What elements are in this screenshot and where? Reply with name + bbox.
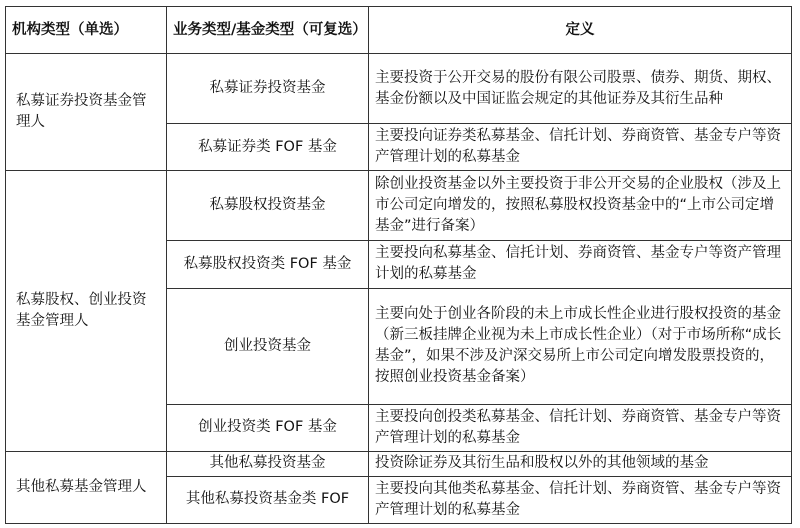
fund-type-cell: 其他私募投资基金 <box>167 451 369 476</box>
institution-cell: 其他私募基金管理人 <box>6 451 167 523</box>
fund-type-cell: 私募证券类 FOF 基金 <box>167 124 369 171</box>
table-row <box>6 54 792 124</box>
definition-cell: 主要向处于创业各阶段的未上市成长性企业进行股权投资的基金（新三板挂牌企业视为未上市成长性企业）（对于市场所称“成长基金”，如果不涉及沪深交易所上市公司定向增发股票投资的，按照创业投资基金备案） <box>369 288 792 404</box>
fund-type-cell: 创业投资类 FOF 基金 <box>167 404 369 451</box>
table-row <box>6 171 792 241</box>
institution-cell: 私募股权、创业投资基金管理人 <box>6 171 167 452</box>
fund-type-cell: 私募证券投资基金 <box>167 54 369 124</box>
definition-cell: 主要投向其他类私募基金、信托计划、券商资管、基金专户等资产管理计划的私募基金 <box>369 476 792 523</box>
header-row <box>6 7 792 54</box>
definition-cell: 除创业投资基金以外主要投资于非公开交易的企业股权（涉及上市公司定向增发的，按照私募股权投资基金中的“上市公司定增基金”进行备案） <box>369 171 792 241</box>
definition-cell: 主要投向证券类私募基金、信托计划、券商资管、基金专户等资产管理计划的私募基金 <box>369 124 792 171</box>
definition-cell: 投资除证券及其衍生品和股权以外的其他领域的基金 <box>369 451 792 476</box>
definition-cell: 主要投资于公开交易的股份有限公司股票、债券、期货、期权、基金份额以及中国证监会规定的其他证券及其衍生品种 <box>369 54 792 124</box>
fund-type-cell: 创业投资基金 <box>167 288 369 404</box>
institution-cell: 私募证券投资基金管理人 <box>6 54 167 171</box>
header-definition: 定义 <box>369 7 792 54</box>
definition-cell: 主要投向私募基金、信托计划、券商资管、基金专户等资产管理计划的私募基金 <box>369 241 792 288</box>
header-institution-type: 机构类型（单选） <box>6 7 167 54</box>
fund-type-cell: 其他私募投资基金类 FOF <box>167 476 369 523</box>
fund-type-cell: 私募股权投资基金 <box>167 171 369 241</box>
table-row <box>6 451 792 476</box>
fund-type-table <box>5 6 792 524</box>
header-business-type: 业务类型/基金类型（可复选） <box>167 7 369 54</box>
fund-type-cell: 私募股权投资类 FOF 基金 <box>167 241 369 288</box>
definition-cell: 主要投向创投类私募基金、信托计划、券商资管、基金专户等资产管理计划的私募基金 <box>369 404 792 451</box>
